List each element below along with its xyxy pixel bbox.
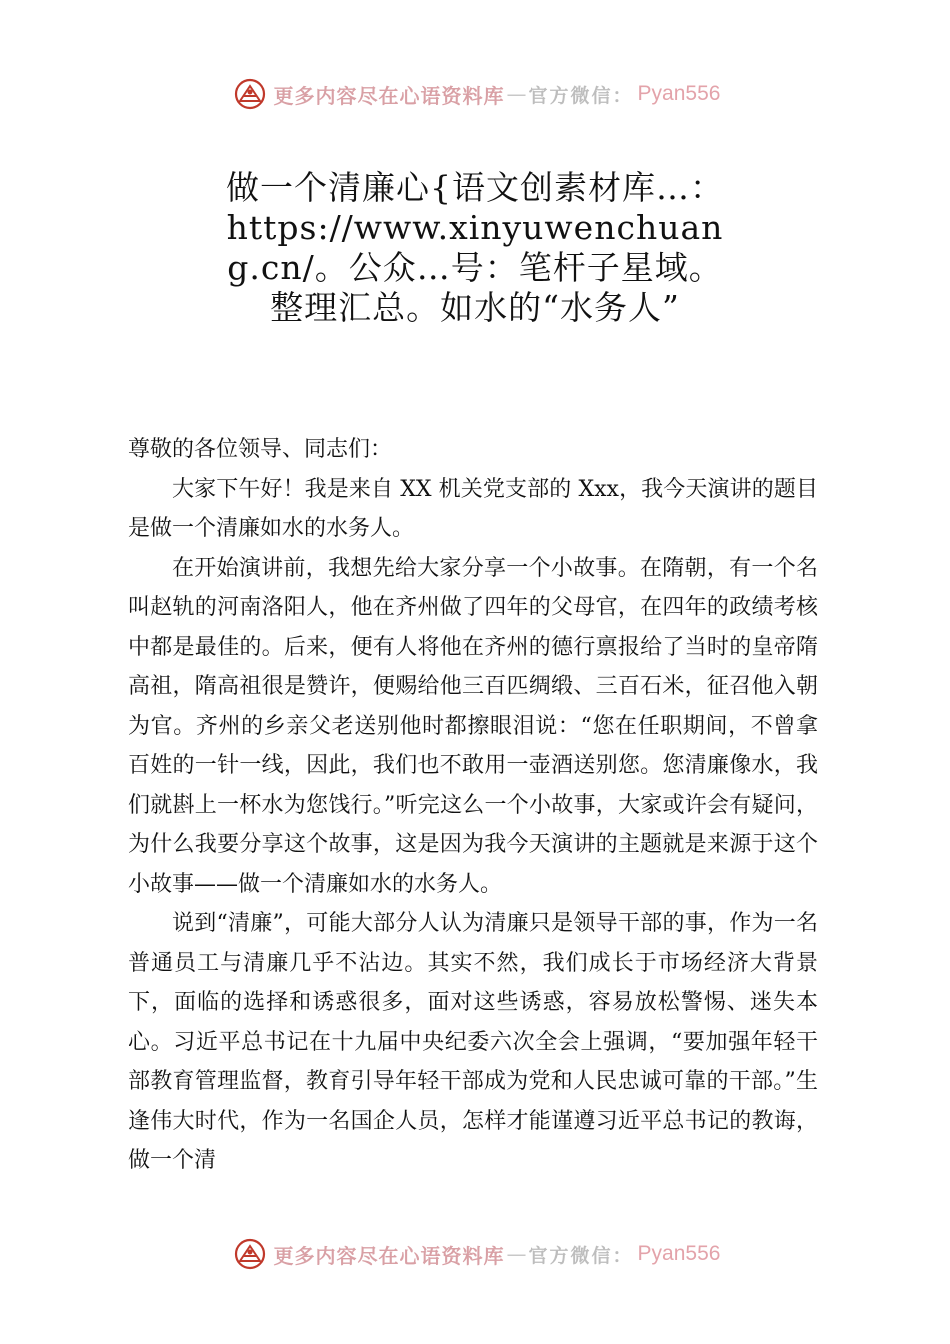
paragraph-3: 说到“清廉”，可能大部分人认为清廉只是领导干部的事，作为一名普通员工与清廉几乎不沾边。其实不然，我们成长于市场经济大背景下，面临的选择和诱惑很多，面对这些诱惑，容易放松警惕、迷失本心。习近平总书记在十九届中央纪委六次全会上强调，“要加强年轻干部教育管理监督，教育引导年轻干部成为党和人民忠诚可靠的干部。”生逢伟大时代，作为一名国企人员，怎样才能谨遵习近平总书记的教诲，做一个清 (128, 911, 818, 1173)
footer-watermark (0, 1232, 950, 1276)
book-logo-icon (230, 74, 270, 114)
document-body (128, 430, 818, 1181)
header-watermark (0, 72, 950, 116)
watermark-text: 更多内容尽在心语资料库 (273, 1243, 505, 1268)
paragraph-2: 在开始演讲前，我想先给大家分享一个小故事。在隋朝，有一个名叫赵轨的河南洛阳人，他在齐州做了四年的父母官，在四年的政绩考核中都是最佳的。后来，便有人将他在齐州的德行禀报给了当时的皇帝隋高祖，隋高祖很是赞许，便赐给他三百匹绸缎、三百石米，征召他入朝为官。齐州的乡亲父老送别他时都擦眼泪说：“您在任职期间，不曾拿百姓的一针一线，因此，我们也不敢用一壶酒送别您。您清廉像水，我们就斟上一杯水为您饯行。”听完这么一个小故事，大家或许会有疑问， 为什么我要分享这个故事，这是因为我今天演讲的主题就是来源于这个小故事——做一个清廉如水的水务人。 (128, 555, 818, 897)
watermark-dash: — (506, 82, 527, 106)
watermark-dash: — (506, 1242, 527, 1266)
salutation: 尊敬的各位领导、同志们： (128, 437, 393, 462)
document-title: 做一个清廉心{语文创素材库…：https://www.xinyuwenchuang.cn/。公众…号：笔杆子星域。整理汇总。如水的“水务人” (226, 168, 724, 327)
paragraph-1: 大家下午好！我是来自 XX 机关党支部的 Xxx，我今天演讲的题目是做一个清廉如水的水务人。 (128, 476, 818, 541)
watermark-label: 官方微信： (528, 84, 634, 107)
watermark-wechat-id: Pyan556 (637, 82, 721, 105)
watermark-label: 官方微信： (528, 1244, 634, 1267)
watermark-text: 更多内容尽在心语资料库 (273, 83, 505, 108)
book-logo-icon (230, 1234, 270, 1274)
watermark-wechat-id: Pyan556 (637, 1242, 721, 1265)
